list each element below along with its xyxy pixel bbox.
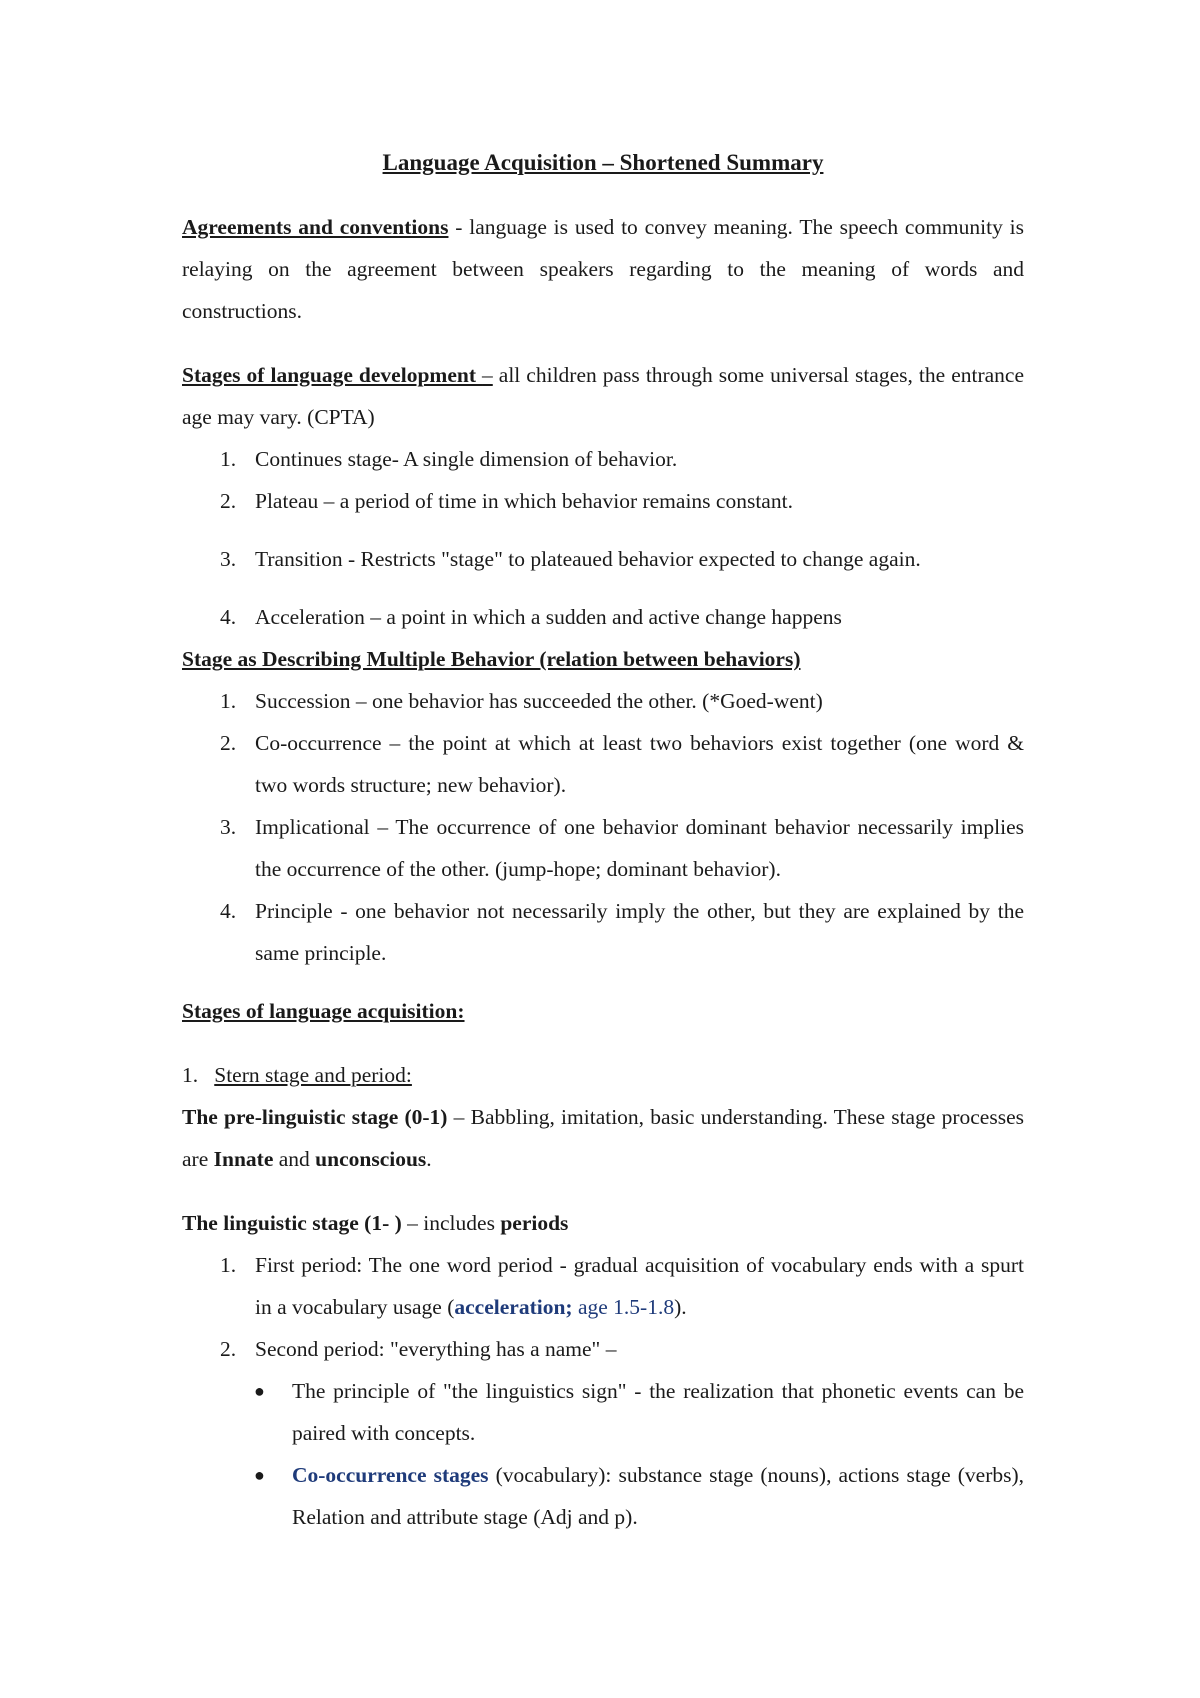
prelinguistic-label: The pre-linguistic stage (0-1) [182, 1105, 448, 1129]
prelinguistic-end: . [426, 1147, 432, 1171]
list-number: 4. [220, 899, 237, 923]
list-text: Implicational – The occurrence of one behavior dominant behavior necessarily implies the occurrence of the other. (jump-hope; dominant behavior). [255, 815, 1024, 881]
prelinguistic-paragraph [182, 1096, 1024, 1180]
list-number: 1. [220, 689, 237, 713]
cooccurrence-term: Co-occurrence stages [292, 1463, 489, 1487]
stages-dev-list [182, 438, 1024, 638]
innate-term: Innate [213, 1147, 274, 1171]
bullet-item [182, 1370, 1024, 1454]
multiple-behavior-heading-line [182, 638, 1024, 680]
stages-dev-heading: Stages of language development [182, 363, 483, 387]
document-body [182, 142, 1024, 1538]
stern-label: Stern stage and period: [214, 1063, 412, 1087]
stages-dev-text: all children pass through some universal stages, the entrance age may vary. (CPTA) [182, 363, 1024, 429]
list-number: 3. [220, 547, 237, 571]
list-item [182, 596, 1024, 638]
linguistic-label: The linguistic stage (1- ) [182, 1211, 402, 1235]
periods-list [182, 1244, 1024, 1370]
age-range: age 1.5-1.8 [572, 1295, 675, 1319]
bullet-text: (vocabulary): substance stage (nouns), actions stage (verbs), Relation and attribute stage (Adj and p). [292, 1463, 1025, 1529]
linguistic-paragraph [182, 1202, 1024, 1244]
periods-term: periods [500, 1211, 569, 1235]
bullet-dot-icon: ● [254, 1381, 265, 1401]
list-text: Succession – one behavior has succeeded the other. (*Goed-went) [255, 689, 823, 713]
multiple-behavior-heading: Stage as Describing Multiple Behavior (relation between behaviors) [182, 647, 801, 671]
second-period-bullets [182, 1370, 1024, 1538]
and-text: and [273, 1147, 316, 1171]
list-text: Continues stage- A single dimension of behavior. [255, 447, 678, 471]
list-number: 2. [220, 1337, 237, 1361]
unconscious-term: unconscious [315, 1147, 427, 1171]
acceleration-term: acceleration; [454, 1295, 573, 1319]
list-text-end: ). [674, 1295, 687, 1319]
bullet-item [182, 1454, 1024, 1538]
list-text: First period: The one word period - gradual acquisition of vocabulary ends with a spurt in a vocabulary usage ( [255, 1253, 1024, 1319]
list-item [182, 480, 1024, 522]
bullet-text: The principle of "the linguistics sign" - the realization that phonetic events can be paired with concepts. [292, 1379, 1024, 1445]
stages-dev-dash: – [482, 363, 493, 387]
stern-number: 1. [182, 1063, 199, 1087]
list-text: Transition - Restricts "stage" to plateaued behavior expected to change again. [255, 547, 921, 571]
list-text: Plateau – a period of time in which behavior remains constant. [255, 489, 793, 513]
multiple-behavior-list [182, 680, 1024, 974]
page-title: Language Acquisition – Shortened Summary [382, 150, 824, 175]
stages-dev-paragraph [182, 354, 1024, 438]
prelinguistic-text: – Babbling, imitation, basic understanding. These stage processes are [182, 1105, 1024, 1171]
list-item [182, 890, 1024, 974]
bullet-dot-icon: ● [254, 1465, 265, 1485]
spacer [182, 974, 1024, 990]
list-item [182, 538, 1024, 580]
acquisition-heading: Stages of language acquisition: [182, 999, 465, 1023]
agreements-heading: Agreements and conventions [182, 215, 449, 239]
list-text: Acceleration – a point in which a sudden and active change happens [255, 605, 842, 629]
list-item [182, 438, 1024, 480]
list-item [182, 680, 1024, 722]
list-number: 1. [220, 1253, 237, 1277]
list-number: 3. [220, 815, 237, 839]
list-number: 1. [220, 447, 237, 471]
agreements-text: - language is used to convey meaning. The speech community is relaying on the agreement between speakers regarding to the meaning of words and constructions. [182, 215, 1024, 323]
list-text: Second period: "everything has a name" – [255, 1337, 617, 1361]
list-text: Principle - one behavior not necessarily imply the other, but they are explained by the same principle. [255, 899, 1024, 965]
agreements-paragraph [182, 206, 1024, 332]
list-item [182, 722, 1024, 806]
list-number: 2. [220, 731, 237, 755]
linguistic-text: – includes [401, 1211, 501, 1235]
list-number: 2. [220, 489, 237, 513]
list-item [182, 1328, 1024, 1370]
stern-line [182, 1054, 1024, 1096]
list-item [182, 806, 1024, 890]
list-item [182, 1244, 1024, 1328]
list-number: 4. [220, 605, 237, 629]
acquisition-heading-line [182, 990, 1024, 1032]
list-text: Co-occurrence – the point at which at least two behaviors exist together (one word & two words structure; new behavior). [255, 731, 1024, 797]
